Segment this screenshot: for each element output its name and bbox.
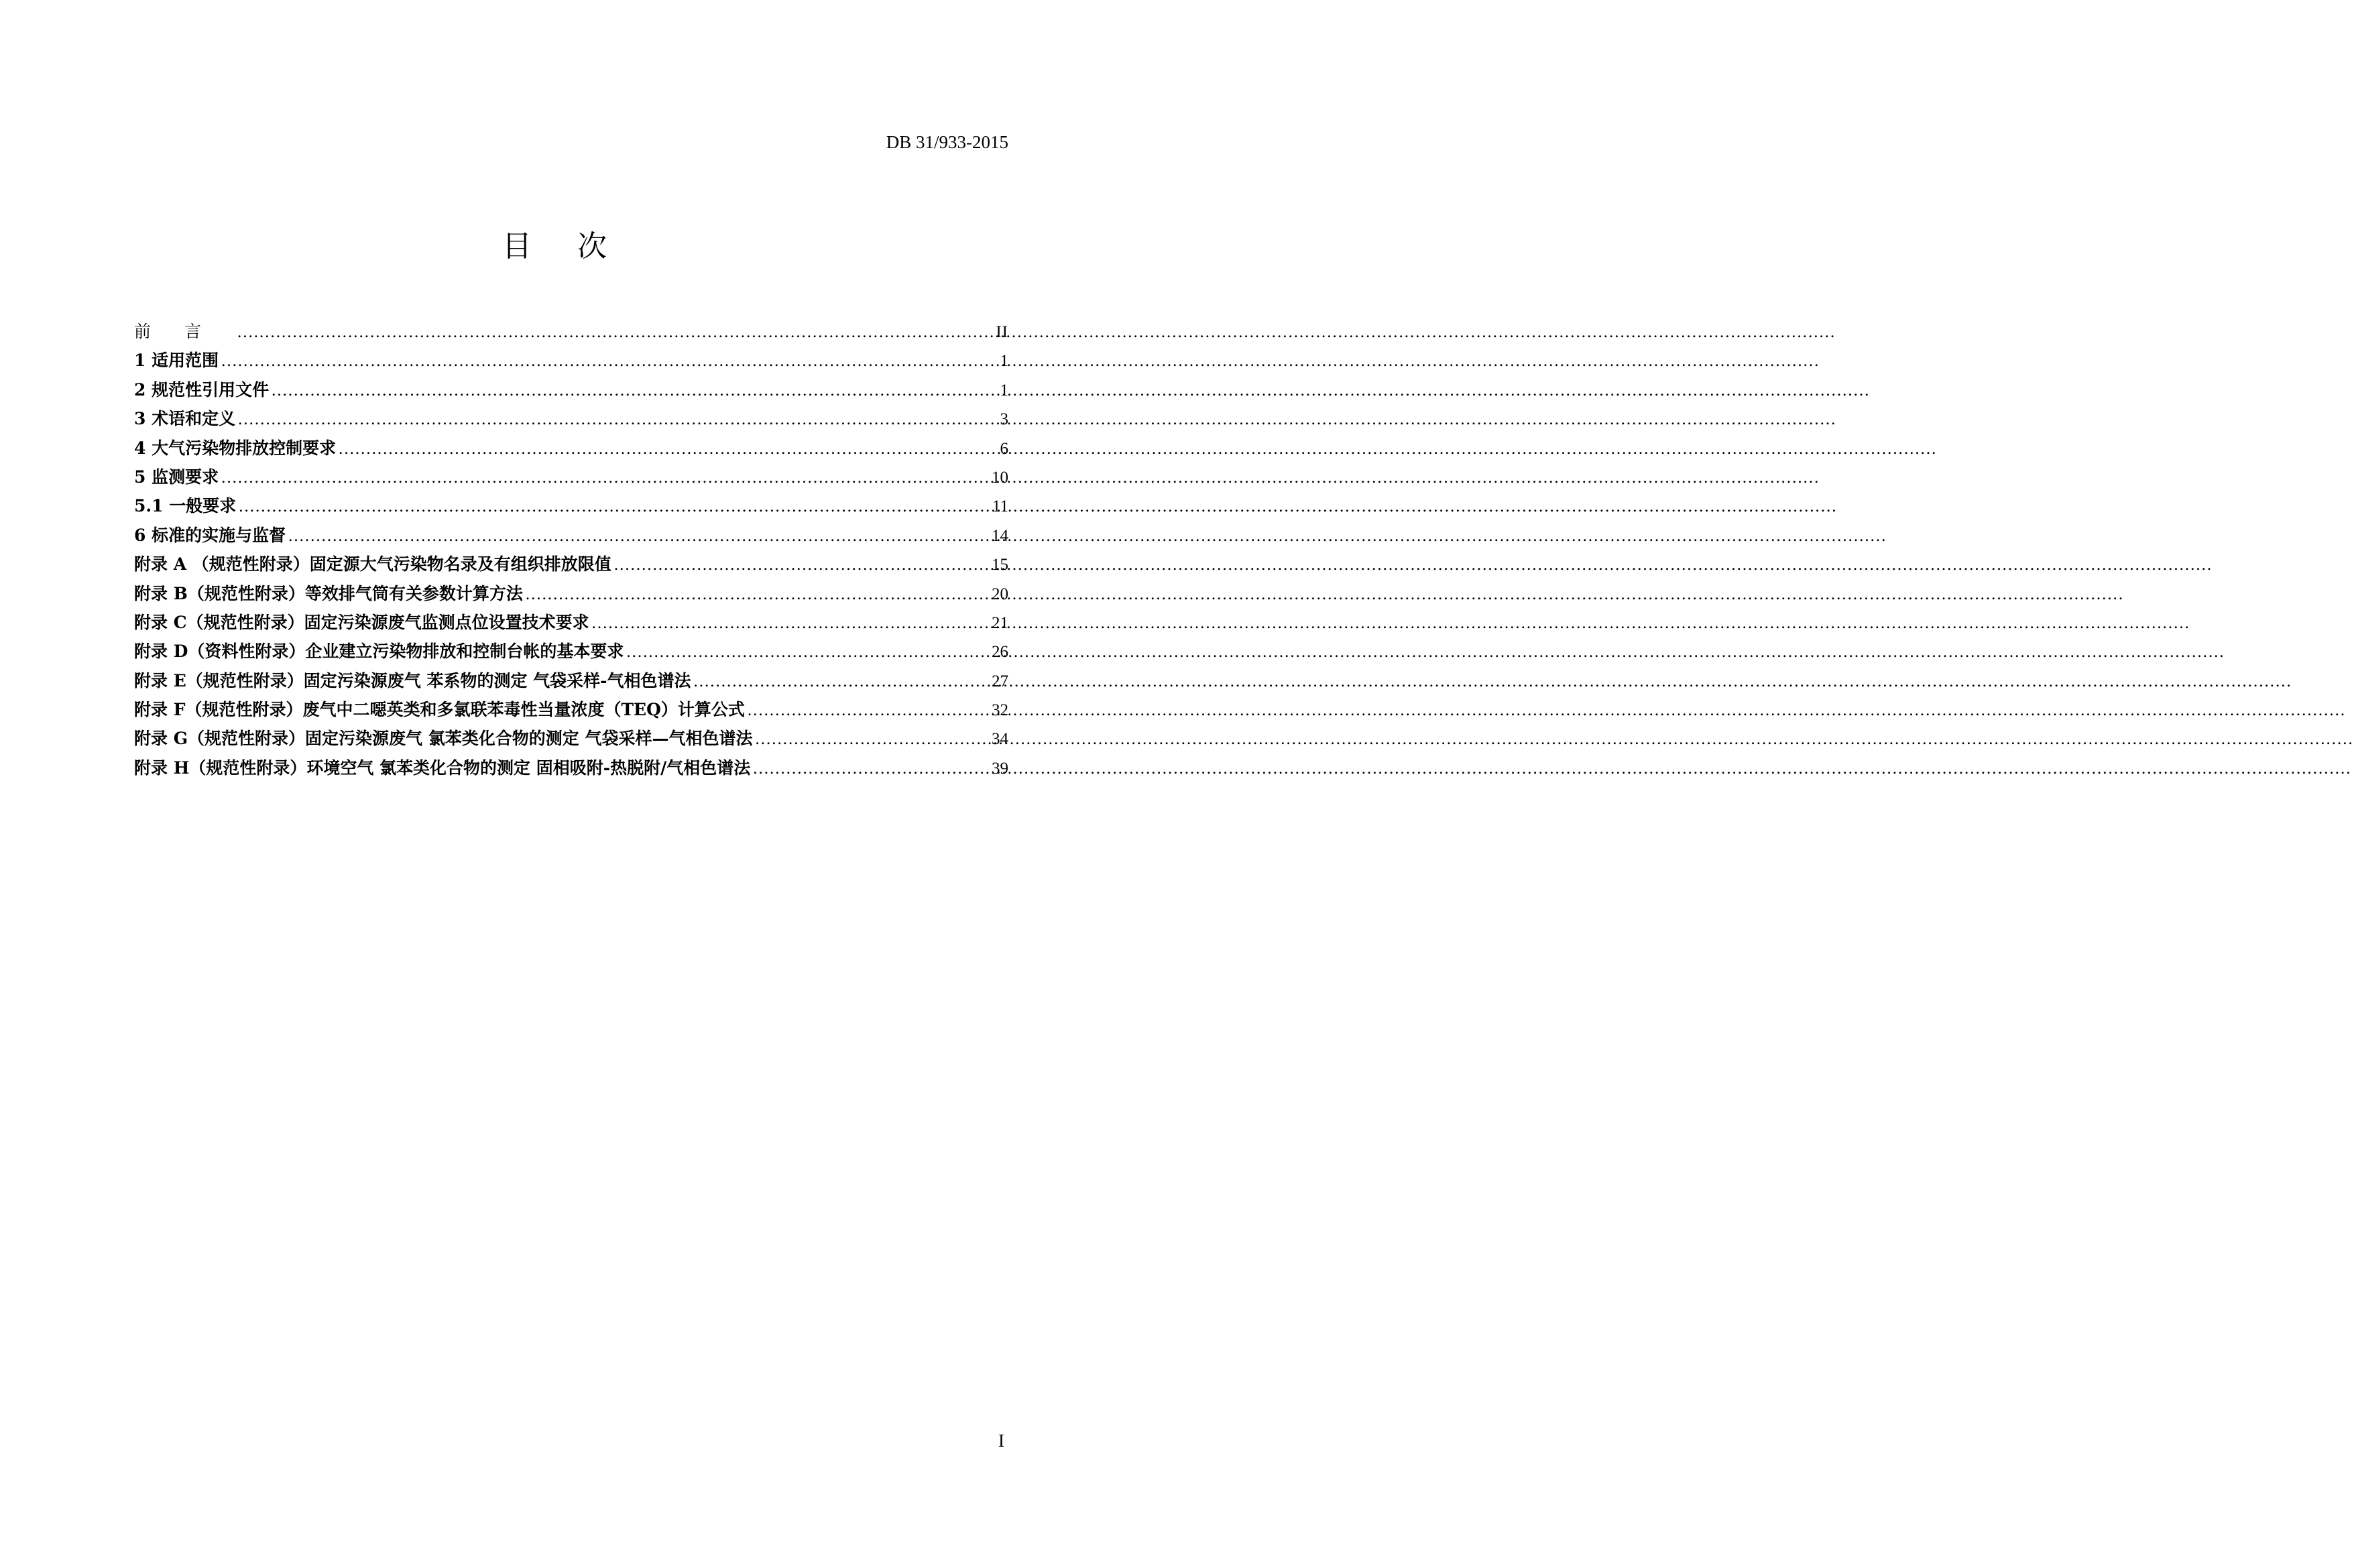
toc-entry-page: 21 [992,613,1008,632]
dot-leader [755,725,989,753]
toc-entry-page: 11 [992,497,1008,516]
dot-leader [239,492,990,521]
dot-leader [288,522,989,550]
toc-entry-label: 附录 C（规范性附录）固定污染源废气监测点位设置技术要求 [134,612,589,632]
toc-entry-page: 32 [992,701,1008,720]
toc-entry-label: 3 术语和定义 [134,409,236,429]
toc-entry-page: 39 [992,759,1008,778]
toc-entry-page: 26 [992,643,1008,662]
toc-entry-appendix-g[interactable] [134,724,1008,753]
toc-entry-appendix-b[interactable] [134,579,1008,608]
toc-entry-label: 附录 G（规范性附录）固定污染源废气 氯苯类化合物的测定 气袋采样—气相色谱法 [134,729,753,749]
toc-entry-label: 附录 D（资料性附录）企业建立污染物排放和控制台帐的基本要求 [134,642,624,662]
toc-entry-label: 附录 F（规范性附录）废气中二噁英类和多氯联苯毒性当量浓度（TEQ）计算公式 [134,700,745,720]
table-of-contents [134,317,1008,782]
toc-entry-label: 附录 A （规范性附录）固定源大气污染物名录及有组织排放限值 [134,554,611,575]
dot-leader [753,754,989,783]
dot-leader [592,609,989,638]
dot-leader [238,405,997,434]
toc-entry-appendix-e[interactable] [134,666,1008,695]
dot-leader [694,667,989,696]
toc-entry-label: 6 标准的实施与监督 [134,525,286,545]
toc-entry-monitoring[interactable] [134,463,1008,491]
dot-leader [221,347,997,375]
toc-entry-page: 3 [1000,410,1008,429]
toc-title: 目次 [502,229,652,263]
toc-entry-label: 附录 B（规范性附录）等效排气筒有关参数计算方法 [134,583,523,603]
document-code: DB 31/933-2015 [886,132,1008,152]
dot-leader [626,638,989,666]
toc-entry-label: 2 规范性引用文件 [134,379,270,400]
toc-entry-appendix-a[interactable] [134,550,1008,579]
page-number: I [998,1431,1004,1451]
dot-leader [339,434,997,463]
toc-entry-implementation[interactable] [134,521,1008,550]
dot-leader [614,550,989,579]
toc-entry-page: 1 [1000,381,1008,400]
toc-entry-page: 14 [992,526,1008,545]
dot-leader [748,696,989,725]
toc-entry-page: 6 [1000,439,1008,458]
dot-leader [221,463,989,492]
toc-entry-label: 附录 H（规范性附录）环境空气 氯苯类化合物的测定 固相吸附-热脱附/气相色谱法 [134,758,751,778]
toc-entry-appendix-d[interactable] [134,637,1008,666]
toc-entry-appendix-h[interactable] [134,753,1008,782]
toc-entry-scope[interactable] [134,346,1008,375]
dot-leader [272,376,997,405]
toc-entry-label: 前言 [134,322,235,341]
toc-entry-label: 5.1 一般要求 [134,496,237,516]
toc-entry-page: 15 [992,556,1008,575]
toc-entry-appendix-c[interactable] [134,608,1008,637]
toc-entry-label: 4 大气污染物排放控制要求 [134,438,337,458]
toc-entry-preface[interactable] [134,317,1008,346]
toc-entry-page: 34 [992,730,1008,749]
toc-entry-label: 5 监测要求 [134,467,219,487]
toc-entry-label: 1 适用范围 [134,351,219,371]
toc-entry-terms-definitions[interactable] [134,404,1008,433]
toc-entry-page: II [996,323,1008,341]
toc-entry-page: 27 [992,672,1008,690]
toc-entry-normative-references[interactable] [134,375,1008,404]
toc-entry-general-requirements[interactable] [134,491,1008,520]
toc-entry-appendix-f[interactable] [134,695,1008,724]
dot-leader [237,318,993,347]
dot-leader [526,580,989,609]
toc-entry-page: 10 [992,468,1008,487]
toc-entry-emission-control[interactable] [134,434,1008,463]
toc-entry-label: 附录 E（规范性附录）固定污染源废气 苯系物的测定 气袋采样-气相色谱法 [134,670,691,690]
toc-entry-page: 20 [992,585,1008,603]
toc-entry-page: 1 [1000,352,1008,371]
